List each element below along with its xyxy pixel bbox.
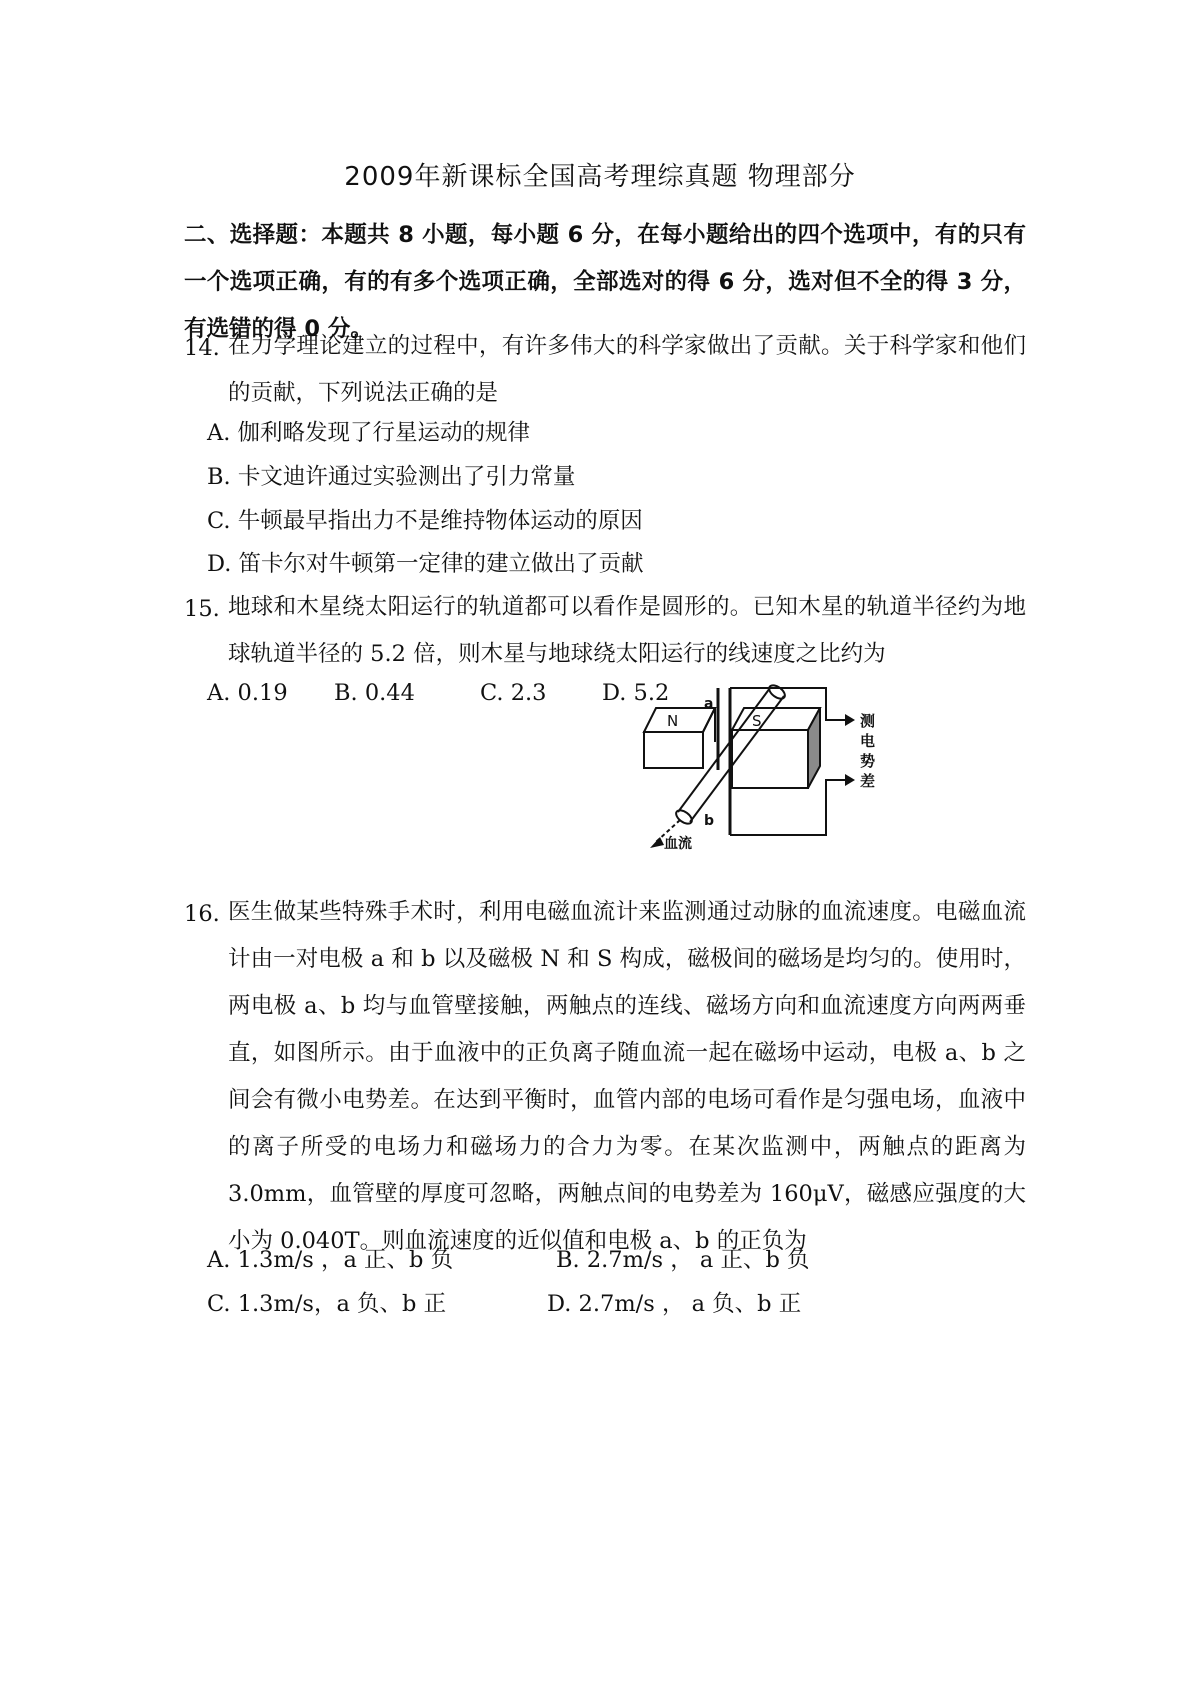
option-c: C. 2.3 xyxy=(480,680,547,706)
option-a: A. 伽利略发现了行星运动的规律 xyxy=(207,420,531,446)
question-stem: 医生做某些特殊手术时，利用电磁血流计来监测通过动脉的血流速度。电磁血流计由一对电极 a 和 b 以及磁极 N 和 S 构成，磁极间的磁场是均匀的。使用时，两电极 a、b 均与血管壁接触，两触点的连线、磁场方向和血流速度方向两两垂直，如图所示。由于血液中的正负离子随血流一起在磁场中运动，电极 a、b 之间会有微小电势差。在达到平衡时，血管内部的电场可看作是匀强电场，血液中的离子所受的电场力和磁场力的合力为零。在某次监测中，两触点的距离为 3.0mm，血管壁的厚度可忽略，两触点间的电势差为 160μV，磁感应强度的大小为 0.040T。则血流速度的近似值和电极 a、b 的正负为 xyxy=(228,899,1026,1254)
question-number: 15. xyxy=(184,596,220,622)
option-d: D. 笛卡尔对牛顿第一定律的建立做出了贡献 xyxy=(207,551,644,577)
side-label-2: 电 xyxy=(860,732,876,750)
electrode-b-label: b xyxy=(704,813,715,829)
flowmeter-figure xyxy=(640,680,890,852)
option-d: D. 5.2 xyxy=(602,680,670,706)
option-b: B. 2.7m/s ， a 正、b 负 xyxy=(556,1247,810,1273)
option-b: B. 卡文迪许通过实验测出了引力常量 xyxy=(207,464,576,490)
magnet-s-label: S xyxy=(752,712,762,730)
side-label-1: 测 xyxy=(860,712,876,730)
option-d: D. 2.7m/s ， a 负、b 正 xyxy=(547,1291,802,1317)
option-c: C. 牛顿最早指出力不是维持物体运动的原因 xyxy=(207,508,643,534)
question-stem: 在力学理论建立的过程中，有许多伟大的科学家做出了贡献。关于科学家和他们的贡献，下列说法正确的是 xyxy=(228,333,1026,406)
flow-label: 血流 xyxy=(664,836,692,852)
side-label-3: 势 xyxy=(860,752,876,770)
option-a: A. 0.19 xyxy=(207,680,288,706)
option-b: B. 0.44 xyxy=(334,680,415,706)
question-number: 14. xyxy=(184,335,220,361)
page-title: 2009年新课标全国高考理综真题 物理部分 xyxy=(344,162,856,192)
question-number: 16. xyxy=(184,901,220,927)
electrode-a-label: a xyxy=(704,696,714,712)
option-a: A. 1.3m/s ，a 正、b 负 xyxy=(207,1247,454,1273)
question-stem: 地球和木星绕太阳运行的轨道都可以看作是圆形的。已知木星的轨道半径约为地球轨道半径的 5.2 倍，则木星与地球绕太阳运行的线速度之比约为 xyxy=(228,594,1026,667)
section-header: 二、选择题：本题共 8 小题，每小题 6 分，在每小题给出的四个选项中，有的只有一个选项正确，有的有多个选项正确，全部选对的得 6 分，选对但不全的得 3 分，有选错的得 0 分。 xyxy=(184,222,1026,342)
side-label-4: 差 xyxy=(860,772,876,790)
option-c: C. 1.3m/s，a 负、b 正 xyxy=(207,1291,447,1317)
magnet-n-label: N xyxy=(667,712,679,730)
